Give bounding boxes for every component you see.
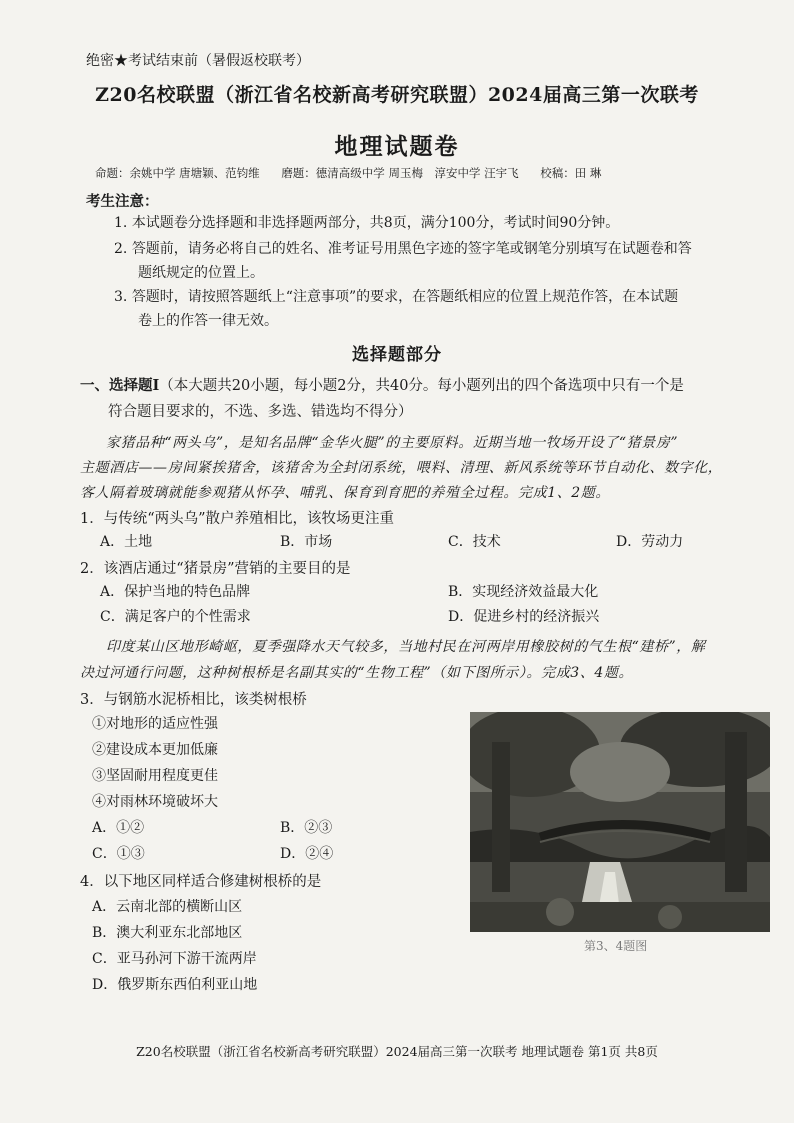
- q3-option-a: A．①②: [92, 820, 145, 836]
- notice-heading: 考生注意：: [86, 193, 159, 210]
- q2-option-c: C．满足客户的个性需求: [100, 609, 251, 625]
- q2-option-b: B．实现经济效益最大化: [448, 584, 599, 600]
- part1-header: 一、选择题Ⅰ（本大题共20小题，每小题2分，共40分。每小题列出的四个备选项中只有一个是: [80, 377, 684, 394]
- passage1-line-1: 家猪品种“两头乌”，是知名品牌“金华火腿”的主要原料。近期当地一牧场开设了“猪景房”: [106, 435, 679, 451]
- q3-statement-4: ④对雨林环境破坏大: [92, 794, 218, 810]
- secret-label: 绝密★考试结束前（暑假返校联考）: [86, 53, 310, 69]
- notice-item-3-cont: 卷上的作答一律无效。: [138, 313, 278, 329]
- credit-setter: 命题：余姚中学 唐塘颖、范钧维: [95, 166, 260, 180]
- q4-option-d: D．俄罗斯东西伯利亚山地: [92, 977, 258, 993]
- credit-reviewer: 磨题：德清高级中学 周玉梅 淳安中学 汪宇飞: [281, 166, 519, 180]
- exam-main-title: Z20名校联盟（浙江省名校新高考研究联盟）2024届高三第一次联考: [95, 84, 699, 106]
- credits-line: [95, 165, 619, 181]
- q4-option-a: A．云南北部的横断山区: [92, 899, 243, 915]
- q4-stem: 4．以下地区同样适合修建树根桥的是: [80, 874, 322, 890]
- subject-title: 地理试题卷: [334, 133, 460, 160]
- q3-statement-2: ②建设成本更加低廉: [92, 742, 218, 758]
- notice-item-1: 1. 本试题卷分选择题和非选择题两部分，共8页，满分100分，考试时间90分钟。: [114, 215, 620, 231]
- q3-option-c: C．①③: [92, 846, 145, 862]
- page-footer: Z20名校联盟（浙江省名校新高考研究联盟）2024届高三第一次联考 地理试题卷 第1页 共8页: [136, 1044, 658, 1059]
- passage1-line-3: 客人隔着玻璃就能参观猪从怀孕、哺乳、保育到育肥的养殖全过程。完成1、2题。: [80, 485, 611, 501]
- passage2-line-1: 印度某山区地形崎岖，夏季强降水天气较多，当地村民在河两岸用橡胶树的气生根“建桥”，解: [106, 639, 706, 655]
- q1-option-d: D．劳动力: [616, 534, 684, 550]
- q3-option-d: D．②④: [280, 846, 334, 862]
- q3-statement-1: ①对地形的适应性强: [92, 716, 218, 732]
- q2-option-d: D．促进乡村的经济振兴: [448, 609, 600, 625]
- q3-statement-3: ③坚固耐用程度更佳: [92, 768, 218, 784]
- q1-option-b: B．市场: [280, 534, 333, 550]
- q1-option-a: A．土地: [100, 534, 153, 550]
- section-title: 选择题部分: [352, 345, 442, 365]
- q3-stem: 3．与钢筋水泥桥相比，该类树根桥: [80, 692, 307, 708]
- q1-stem: 1．与传统“两头乌”散户养殖相比，该牧场更注重: [80, 511, 395, 527]
- figure-caption: 第3、4题图: [584, 939, 648, 953]
- q2-stem: 2．该酒店通过“猪景房”营销的主要目的是: [80, 561, 351, 577]
- passage2-line-2: 决过河通行问题，这种树根桥是名副其实的“生物工程”（如下图所示）。完成3、4题。: [80, 665, 634, 681]
- q2-option-a: A．保护当地的特色品牌: [100, 584, 251, 600]
- q4-option-c: C．亚马孙河下游干流两岸: [92, 951, 257, 967]
- notice-item-2-cont: 题纸规定的位置上。: [138, 265, 264, 281]
- q4-option-b: B．澳大利亚东北部地区: [92, 925, 243, 941]
- notice-item-3: 3. 答题时，请按照答题纸上“注意事项”的要求，在答题纸相应的位置上规范作答，在本试题: [114, 289, 679, 305]
- part1-header-cont: 符合题目要求的，不选、多选、错选均不得分）: [108, 404, 413, 420]
- q1-option-c: C．技术: [448, 534, 501, 550]
- passage1-line-2: 主题酒店——房间紧挨猪舍，该猪舍为全封闭系统，喂料、清理、新风系统等环节自动化、数字化，: [80, 460, 723, 476]
- q3-option-b: B．②③: [280, 820, 333, 836]
- notice-item-2: 2. 答题前，请务必将自己的姓名、准考证号用黑色字迹的签字笔或钢笔分别填写在试题卷和答: [114, 241, 692, 257]
- credit-proofreader: 校稿：田 琳: [540, 166, 602, 180]
- root-bridge-photo: [470, 712, 770, 932]
